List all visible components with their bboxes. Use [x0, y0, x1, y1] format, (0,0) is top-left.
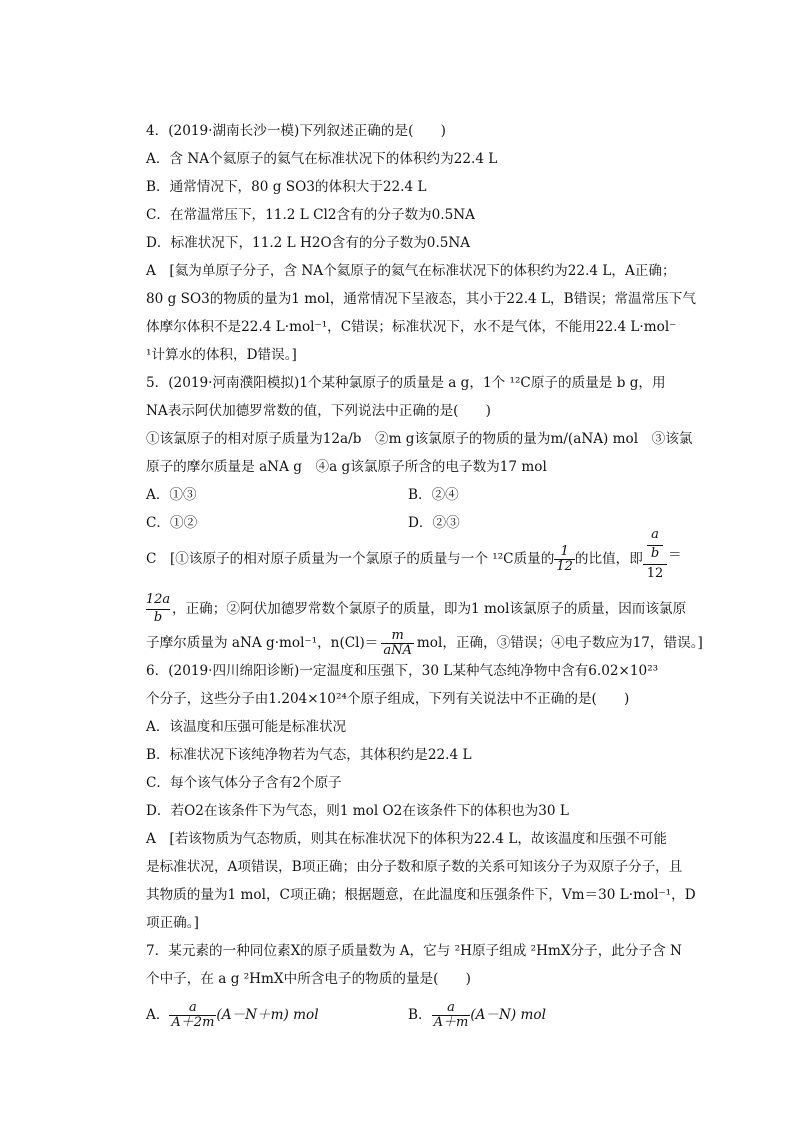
q4-option-b: B．通常情况下，80 g SO3的体积大于22.4 L [146, 179, 427, 195]
q6-stem-line-2: 个分子，这些分子由1.204×10²⁴个原子组成，下列有关说法中不正确的是( ) [146, 691, 630, 707]
q4-answer-line-3: 体摩尔体积不是22.4 L·mol⁻¹，C错误；标准状况下，水不是气体，不能用22.4 L·mol⁻ [146, 319, 677, 335]
q5-option-b: B．②④ [408, 487, 459, 503]
q4-answer-line-1: A [氦为单原子分子，含 NA个氦原子的氦气在标准状况下的体积约为22.4 L，A正确； [146, 263, 676, 279]
q5-answer-line-2: ，正确；②阿伏加德罗常数个氯原子的质量，即为1 mol该氯原子的质量，因而该氯原 [172, 601, 687, 617]
option-expression: (A－N) mol [470, 1007, 546, 1023]
q5-answer-equals: ＝ [668, 547, 682, 563]
q4-option-d: D．标准状况下，11.2 L H2O含有的分子数为0.5NA [146, 235, 471, 251]
q6-answer-line-3: 其物质的量为1 mol，C项正确；根据题意，在此温度和压强条件下，Vm＝30 L·mol⁻¹，D [146, 887, 696, 903]
nested-fraction-top: a [651, 527, 659, 542]
fraction-a-over-A-plus-m [432, 1001, 471, 1030]
option-label: B． [408, 1007, 432, 1023]
q5-statements-line-1: ①该氯原子的相对原子质量为12a/b ②m g该氯原子的物质的量为m/(aNA) mol ③该氯 [146, 431, 693, 447]
q4-option-c: C．在常温常压下，11.2 L Cl2含有的分子数为0.5NA [146, 207, 475, 223]
q7-option-b [408, 1001, 546, 1030]
option-label: A． [146, 1007, 170, 1023]
q5-answer-text-a: C [①该原子的相对原子质量为一个氯原子的质量与一个 ¹²C质量的 [146, 551, 555, 567]
q4-option-a: A．含 NA个氦原子的氦气在标准状况下的体积约为22.4 L [146, 151, 498, 167]
q5-stem-line-1: 5．(2019·河南濮阳模拟)1个某种氯原子的质量是 a g，1个 ¹²C原子的质量是 b g，用 [146, 375, 666, 391]
fraction-numerator: m [381, 629, 414, 644]
option-expression: (A－N＋m) mol [216, 1007, 319, 1023]
q6-option-c: C．每个该气体分子含有2个原子 [146, 775, 342, 791]
q5-statements-line-2: 原子的摩尔质量是 aNA g ④a g该氯原子所含的电子数为17 mol [146, 459, 547, 475]
q5-answer-text-c: 子摩尔质量为 aNA g·mol⁻¹，n(Cl)＝ [146, 635, 379, 651]
q6-stem-line-1: 6．(2019·四川绵阳诊断)一定温度和压强下，30 L某种气态纯净物中含有6.02×10²³ [146, 663, 659, 679]
nested-fraction-outer-bar [643, 564, 667, 565]
fraction-numerator: a [169, 1001, 216, 1016]
q7-stem-line-1: 7．某元素的一种同位素X的原子质量数为 A，它与 ²H原子组成 ²HmX分子，此分子含 N [146, 943, 682, 959]
q4-answer-line-4: ¹计算水的体积，D错误。] [146, 347, 297, 363]
q5-answer-text-b: 的比值，即 [574, 551, 643, 567]
q5-option-c: C．①② [146, 515, 198, 531]
q6-answer-line-4: 项正确。] [146, 915, 199, 931]
fraction-12a-numerator: 12a [145, 592, 171, 607]
q6-answer-line-2: 是标准状况，A项错误，B项正确；由分子数和原子数的关系可知该分子为双原子分子，且 [146, 859, 683, 875]
q5-stem-line-2: NA表示阿伏加德罗常数的值，下列说法中正确的是( ) [146, 403, 491, 419]
fraction-denominator: aNA [383, 643, 412, 658]
q5-answer-line-3 [146, 629, 703, 658]
fraction-denominator: A＋2m [171, 1015, 215, 1030]
q6-option-d: D．若O2在该条件下为气态，则1 mol O2在该条件下的体积也为30 L [146, 803, 569, 819]
nested-fraction-middle: b [650, 546, 660, 561]
q7-option-a [146, 1001, 319, 1030]
nested-fraction-bottom: 12 [646, 566, 664, 581]
fraction-12a-denominator: b [153, 610, 163, 625]
q4-stem: 4．(2019·湖南长沙一模)下列叙述正确的是( ) [146, 123, 446, 139]
q6-answer-line-1: A [若该物质为气态物质，则其在标准状况下的体积为22.4 L，故该温度和压强不可能 [146, 831, 667, 847]
fraction-a-over-A-plus-2m [169, 1001, 216, 1030]
q5-answer-text-d: mol，正确，③错误；④电子数应为17，错误。] [416, 635, 703, 651]
q5-answer-line-1 [146, 545, 643, 574]
fraction-denominator: A＋m [433, 1015, 469, 1030]
fraction-numerator: 1 [554, 545, 575, 560]
q4-answer-line-2: 80 g SO3的物质的量为1 mol，通常情况下呈液态，其小于22.4 L，B错误；常温常压下气 [146, 291, 696, 307]
q6-option-b: B．标准状况下该纯净物若为气态，其体积约是22.4 L [146, 747, 472, 763]
q5-option-a: A．①③ [146, 487, 197, 503]
fraction-denominator: 12 [556, 559, 573, 574]
fraction-m-over-aNA [381, 629, 414, 658]
fraction-numerator: a [432, 1001, 471, 1016]
q6-option-a: A．该温度和压强可能是标准状况 [146, 719, 347, 735]
q7-stem-line-2: 个中子，在 a g ²HmX中所含电子的物质的量是( ) [146, 971, 471, 987]
fraction-one-twelfth [554, 545, 575, 574]
q5-option-d: D．②③ [408, 515, 460, 531]
